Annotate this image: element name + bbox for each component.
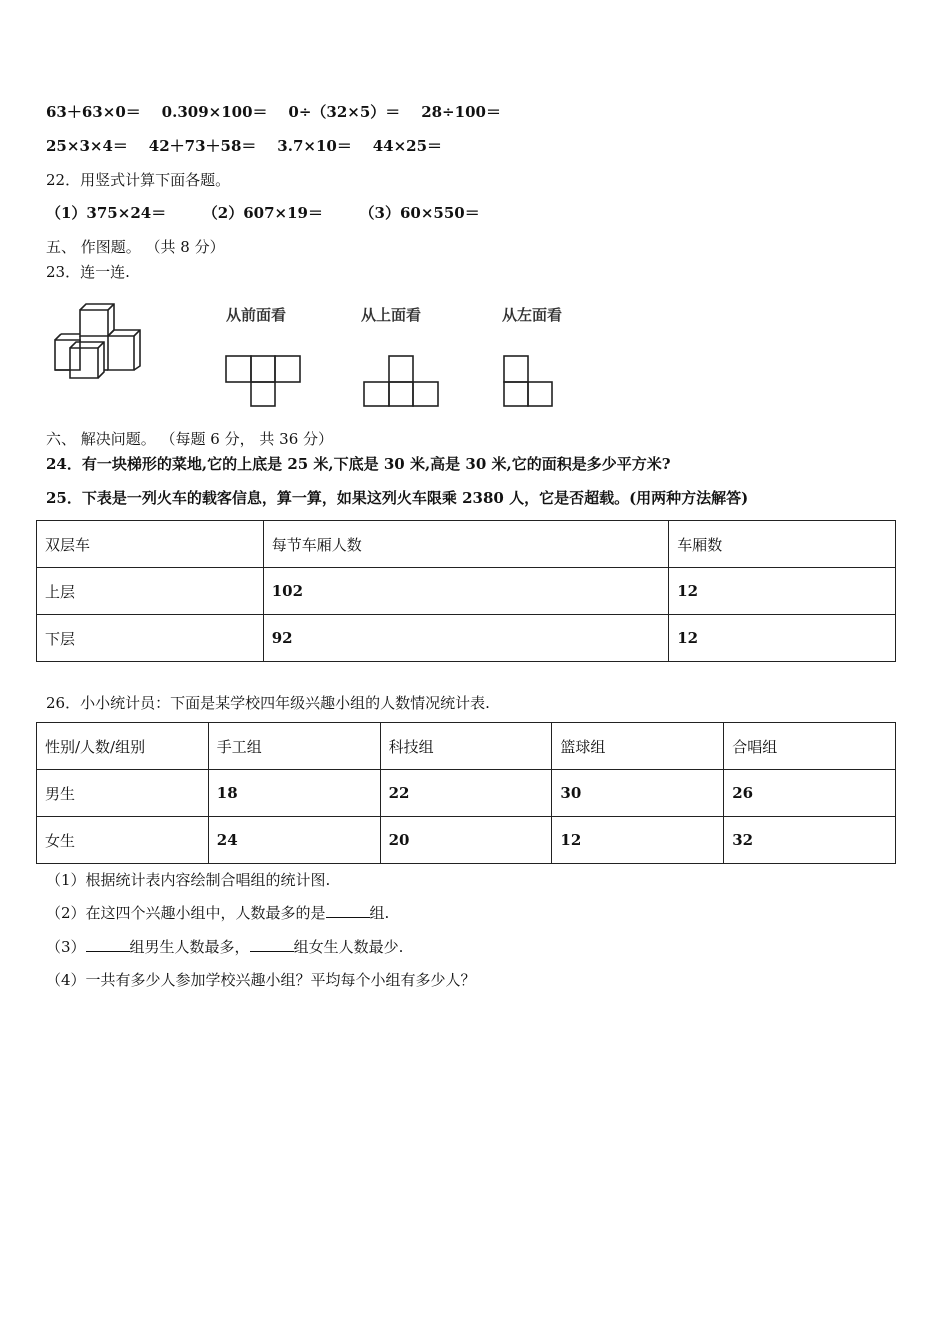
interest-group-table [36, 722, 896, 864]
calc-row-1 [46, 102, 501, 122]
q23-title: 23．连一连. [46, 263, 130, 281]
section-5-heading: 五、 作图题。 （共 8 分） [46, 238, 225, 256]
q26-title: 26．小小统计员：下面是某学校四年级兴趣小组的人数情况统计表. [46, 694, 490, 712]
table-cell: 上层 [37, 568, 264, 615]
table-cell: 12 [669, 615, 896, 662]
answer-blank[interactable] [250, 937, 294, 952]
section-6-heading: 六、 解决问题。 （每题 6 分， 共 36 分） [46, 430, 334, 448]
calc-item: 0÷（32×5）＝ [288, 103, 401, 121]
table-cell: 32 [724, 817, 896, 864]
q25-title: 25．下表是一列火车的载客信息，算一算，如果这列火车限乘 2380 人，它是否超载。(用两种方法解答) [46, 489, 749, 507]
view-label-top: 从上面看 [361, 306, 422, 324]
q22-items [46, 203, 480, 223]
table-cell: 26 [724, 770, 896, 817]
table-header-cell: 每节车厢人数 [263, 521, 669, 568]
view-label-front: 从前面看 [226, 306, 287, 324]
table-cell: 30 [552, 770, 724, 817]
table-header-cell: 车厢数 [669, 521, 896, 568]
table-row [37, 770, 896, 817]
q26-sub-4: （4）一共有多少人参加学校兴趣小组？平均每个小组有多少人？ [46, 971, 476, 989]
view-shape-top [362, 352, 442, 410]
table-cell: 102 [263, 568, 669, 615]
train-table [36, 520, 896, 662]
q26-sub-1: （1）根据统计表内容绘制合唱组的统计图. [46, 871, 331, 889]
q24-text: 24．有一块梯形的菜地,它的上底是 25 米,下底是 30 米,高是 30 米,它的面积是多少平方米? [46, 455, 671, 473]
cube-stack-figure [50, 300, 150, 382]
table-cell: 24 [208, 817, 380, 864]
answer-blank[interactable] [86, 937, 130, 952]
table-header-cell: 手工组 [208, 723, 380, 770]
q26-sub-2-suffix: 组. [369, 904, 390, 922]
table-cell: 女生 [37, 817, 209, 864]
table-header-cell: 科技组 [380, 723, 552, 770]
calc-row-2 [46, 136, 442, 156]
q22-item: （1）375×24＝ [46, 204, 167, 222]
table-row [37, 817, 896, 864]
table-cell: 12 [669, 568, 896, 615]
table-header-row [37, 521, 896, 568]
q22-item: （2）607×19＝ [202, 204, 323, 222]
q26-sub-3-prefix: （3） [46, 938, 86, 956]
calc-item: 3.7×10＝ [277, 137, 352, 155]
table-cell: 男生 [37, 770, 209, 817]
table-header-cell: 性别/人数/组别 [37, 723, 209, 770]
table-row [37, 615, 896, 662]
q26-sub-3-mid: 组男生人数最多， [129, 938, 250, 956]
calc-item: 63＋63×0＝ [46, 103, 141, 121]
table-cell: 92 [263, 615, 669, 662]
q22-item: （3）60×550＝ [359, 204, 480, 222]
answer-blank[interactable] [326, 903, 370, 918]
calc-item: 44×25＝ [372, 137, 443, 155]
table-row [37, 568, 896, 615]
calc-item: 25×3×4＝ [46, 137, 128, 155]
q26-sub-3 [46, 937, 403, 957]
table-header-cell: 双层车 [37, 521, 264, 568]
view-shape-front [224, 352, 304, 410]
calc-item: 42＋73＋58＝ [148, 137, 257, 155]
calc-item: 0.309×100＝ [161, 103, 268, 121]
table-cell: 下层 [37, 615, 264, 662]
table-header-row [37, 723, 896, 770]
q26-sub-3-suffix: 组女生人数最少. [293, 938, 404, 956]
q22-title: 22．用竖式计算下面各题。 [46, 171, 231, 189]
q26-sub-2 [46, 903, 389, 923]
table-cell: 20 [380, 817, 552, 864]
table-header-cell: 篮球组 [552, 723, 724, 770]
q26-sub-2-text: （2）在这四个兴趣小组中，人数最多的是 [46, 904, 326, 922]
view-label-left: 从左面看 [502, 306, 563, 324]
table-cell: 18 [208, 770, 380, 817]
table-header-cell: 合唱组 [724, 723, 896, 770]
table-cell: 12 [552, 817, 724, 864]
table-cell: 22 [380, 770, 552, 817]
calc-item: 28÷100＝ [421, 103, 501, 121]
view-shape-left [502, 352, 558, 410]
